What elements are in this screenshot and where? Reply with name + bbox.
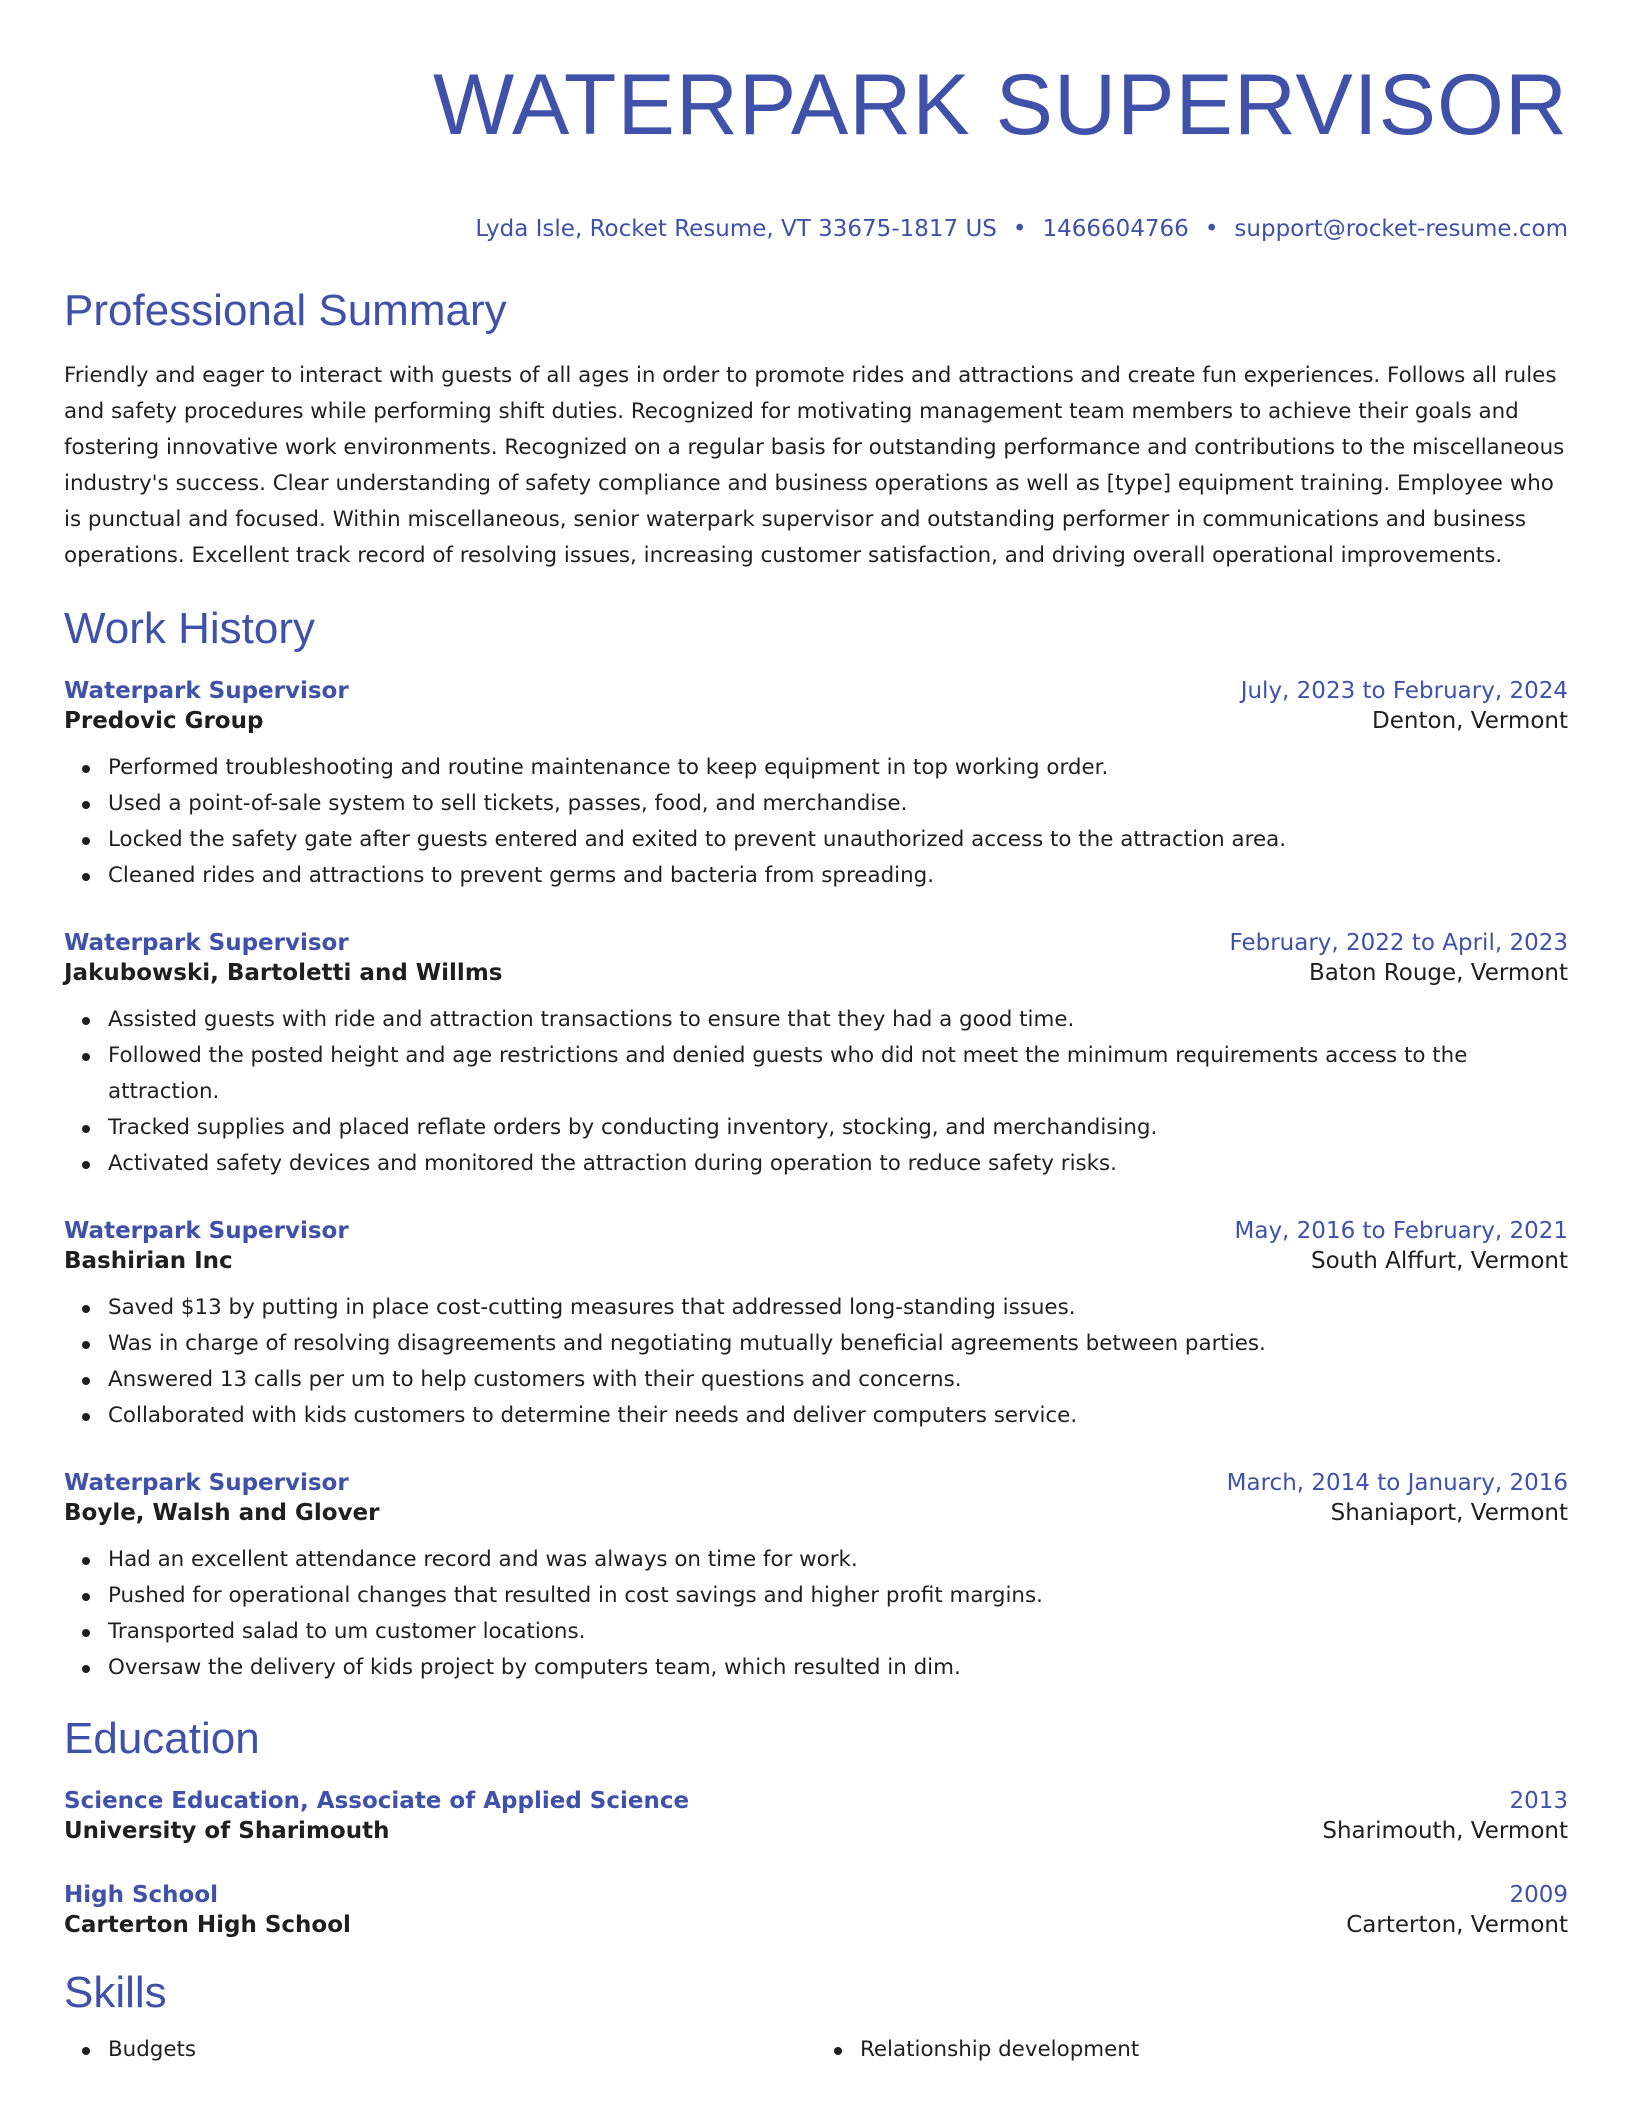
education-school: Carterton High School xyxy=(64,1912,351,1938)
job-location: Denton, Vermont xyxy=(1372,708,1568,734)
contact-line xyxy=(64,214,1568,244)
job-bullets xyxy=(64,1542,1568,1686)
job-bullet: Had an excellent attendance record and was always on time for work. xyxy=(108,1542,1568,1578)
job-company: Jakubowski, Bartoletti and Willms xyxy=(64,960,503,986)
summary-text: Friendly and eager to interact with guests of all ages in order to promote rides and attractions and create fun experiences. Follows all rules and safety procedures while performing shift duties. Recognized for motivating management team members to achieve their goals and fostering innovative work environments. Recognized on a regular basis for outstanding performance and contributions to the miscellaneous industry's success. Clear understanding of safety compliance and business operations as well as [type] equipment training. Employee who is punctual and focused. Within miscellaneous, senior waterpark supervisor and outstanding performer in communications and business operations. Excellent track record of resolving issues, increasing customer satisfaction, and driving overall operational improvements. xyxy=(64,363,1565,568)
job-entry xyxy=(64,1468,1568,1686)
education-degree: High School xyxy=(64,1882,219,1908)
education-year: 2013 xyxy=(1509,1788,1568,1814)
job-bullet: Followed the posted height and age restrictions and denied guests who did not meet the minimum requirements access to the attraction. xyxy=(108,1038,1568,1110)
job-company: Predovic Group xyxy=(64,708,264,734)
education-school: University of Sharimouth xyxy=(64,1818,390,1844)
job-bullet: Assisted guests with ride and attraction transactions to ensure that they had a good time. xyxy=(108,1002,1568,1038)
job-title: Waterpark Supervisor xyxy=(64,678,349,704)
job-company: Boyle, Walsh and Glover xyxy=(64,1500,380,1526)
section-title-work-history: Work History xyxy=(64,604,315,653)
job-bullets xyxy=(64,750,1568,894)
job-title: Waterpark Supervisor xyxy=(64,1470,349,1496)
skills-column-right xyxy=(816,2032,1568,2068)
job-entry xyxy=(64,928,1568,1182)
contact-email[interactable]: support@rocket-resume.com xyxy=(1234,216,1568,242)
section-title-summary: Professional Summary xyxy=(64,286,507,335)
job-dates: May, 2016 to February, 2021 xyxy=(1234,1218,1568,1244)
job-bullets xyxy=(64,1002,1568,1182)
candidate-name: WATERPARK SUPERVISOR xyxy=(432,57,1568,153)
job-title: Waterpark Supervisor xyxy=(64,1218,349,1244)
education-entry xyxy=(64,1880,1568,1940)
job-title: Waterpark Supervisor xyxy=(64,930,349,956)
section-title-skills: Skills xyxy=(64,1968,167,2017)
job-bullets xyxy=(64,1290,1568,1434)
job-bullet: Used a point-of-sale system to sell tickets, passes, food, and merchandise. xyxy=(108,786,1568,822)
job-bullet: Transported salad to um customer locations. xyxy=(108,1614,1568,1650)
job-bullet: Pushed for operational changes that resulted in cost savings and higher profit margins. xyxy=(108,1578,1568,1614)
job-entry xyxy=(64,1216,1568,1434)
education-entry xyxy=(64,1786,1568,1846)
education-location: Sharimouth, Vermont xyxy=(1322,1818,1568,1844)
section-title-education: Education xyxy=(64,1714,260,1763)
job-bullet: Activated safety devices and monitored the attraction during operation to reduce safety risks. xyxy=(108,1146,1568,1182)
job-bullet: Oversaw the delivery of kids project by computers team, which resulted in dim. xyxy=(108,1650,1568,1686)
skills-column-left xyxy=(64,2032,816,2068)
contact-address: Lyda Isle, Rocket Resume, VT 33675-1817 US xyxy=(475,216,997,242)
education-year: 2009 xyxy=(1509,1882,1568,1908)
skill-item: Relationship development xyxy=(860,2032,1568,2068)
job-location: South Alffurt, Vermont xyxy=(1310,1248,1568,1274)
job-entry xyxy=(64,676,1568,894)
contact-separator: • xyxy=(1204,216,1219,242)
job-bullet: Cleaned rides and attractions to prevent germs and bacteria from spreading. xyxy=(108,858,1568,894)
job-bullet: Answered 13 calls per um to help customers with their questions and concerns. xyxy=(108,1362,1568,1398)
job-bullet: Performed troubleshooting and routine maintenance to keep equipment in top working order. xyxy=(108,750,1568,786)
job-location: Shaniaport, Vermont xyxy=(1330,1500,1568,1526)
contact-separator: • xyxy=(1012,216,1027,242)
job-bullet: Locked the safety gate after guests entered and exited to prevent unauthorized access to the attraction area. xyxy=(108,822,1568,858)
job-bullet: Was in charge of resolving disagreements and negotiating mutually beneficial agreements between parties. xyxy=(108,1326,1568,1362)
resume-header xyxy=(64,57,1568,244)
skill-item: Budgets xyxy=(108,2032,816,2068)
job-bullet: Saved $13 by putting in place cost-cutting measures that addressed long-standing issues. xyxy=(108,1290,1568,1326)
skills-list xyxy=(64,2032,1568,2068)
job-dates: July, 2023 to February, 2024 xyxy=(1240,678,1568,704)
job-location: Baton Rouge, Vermont xyxy=(1308,960,1568,986)
job-dates: February, 2022 to April, 2023 xyxy=(1229,930,1568,956)
job-company: Bashirian Inc xyxy=(64,1248,233,1274)
resume-page xyxy=(64,0,1568,2068)
contact-phone: 1466604766 xyxy=(1042,216,1189,242)
job-dates: March, 2014 to January, 2016 xyxy=(1226,1470,1568,1496)
education-degree: Science Education, Associate of Applied Science xyxy=(64,1788,690,1814)
job-bullet: Tracked supplies and placed reflate orders by conducting inventory, stocking, and merchandising. xyxy=(108,1110,1568,1146)
job-bullet: Collaborated with kids customers to determine their needs and deliver computers service. xyxy=(108,1398,1568,1434)
education-location: Carterton, Vermont xyxy=(1346,1912,1568,1938)
